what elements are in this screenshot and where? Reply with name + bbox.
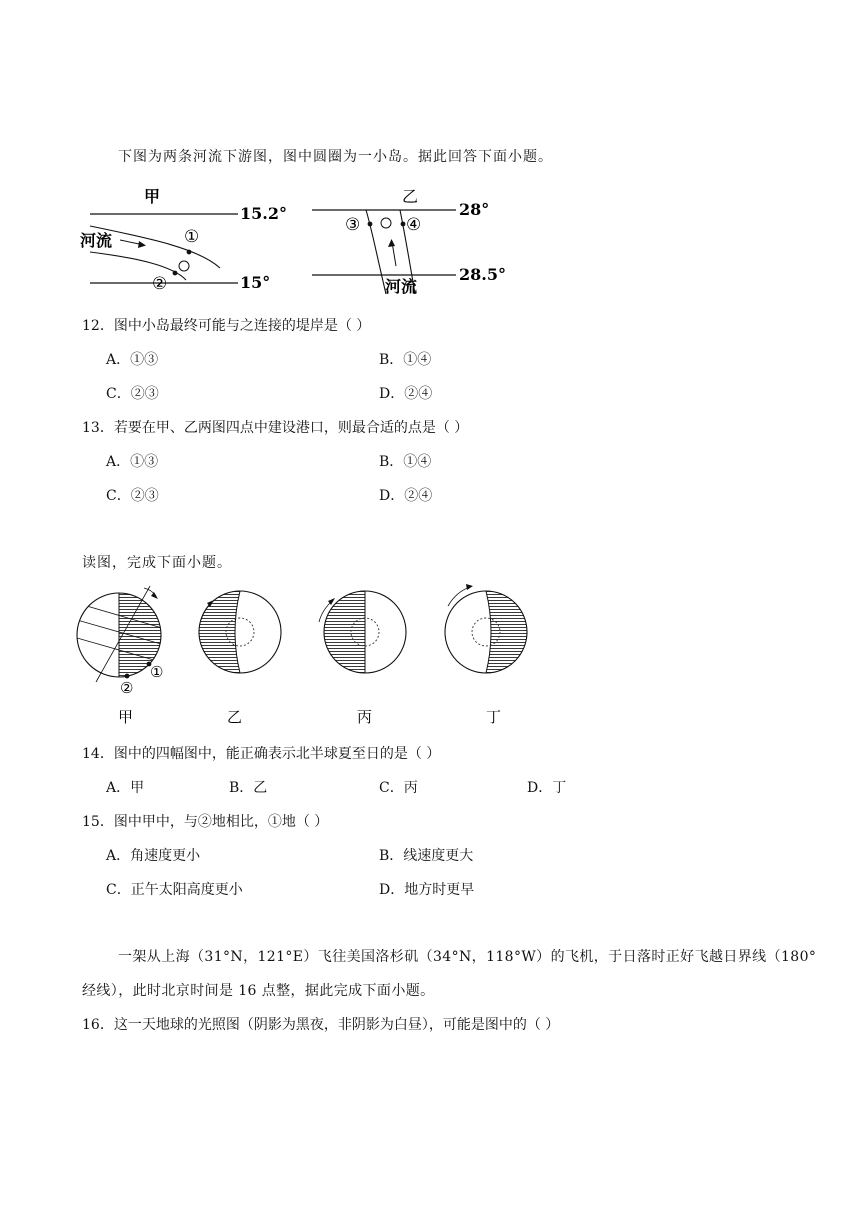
yi-point-3: ③ [345,215,361,235]
jia-river-label: 河流 [80,231,113,250]
globe-label-jia: 甲 [118,708,134,726]
q15-option-a[interactable]: A．角速度更小 [106,848,201,864]
globe-label-yi: 乙 [227,708,243,726]
q15-option-c[interactable]: C．正午太阳高度更小 [106,882,243,898]
globe-yi [199,591,281,673]
q16-stem: 16．这一天地球的光照图（阴影为黑夜，非阴影为白昼），可能是图中的（ ） [82,1017,560,1033]
q12-option-a[interactable]: A．①③ [106,352,159,368]
yi-lat-top: 28° [459,200,490,219]
q15-option-b[interactable]: B．线速度更大 [379,848,474,864]
globe-bing [319,591,406,673]
q12-option-b[interactable]: B．①④ [379,352,432,368]
yi-river-label: 河流 [385,277,418,296]
q15-option-d[interactable]: D．地方时更早 [379,882,475,898]
globe-ding [445,584,527,673]
q13-option-d[interactable]: D．②④ [379,488,433,504]
globe-jia-point-2: ② [120,679,134,697]
yi-lat-bottom: 28.5° [459,265,506,284]
q13-option-c[interactable]: C．②③ [106,488,159,504]
q13-option-b[interactable]: B．①④ [379,454,432,470]
q14-option-a[interactable]: A．甲 [106,780,145,796]
globe-label-bing: 丙 [357,708,373,726]
q14-option-c[interactable]: C．丙 [379,780,418,796]
q14-option-b[interactable]: B．乙 [229,780,268,796]
jia-lat-bottom: 15° [240,273,271,292]
q12-stem: 12．图中小岛最终可能与之连接的堤岸是（ ） [82,318,371,334]
q13-option-a[interactable]: A．①③ [106,454,159,470]
river-diagram-jia [80,187,287,294]
globe-label-ding: 丁 [486,708,502,726]
q14-stem: 14．图中的四幅图中，能正确表示北半球夏至日的是（ ） [82,746,441,762]
jia-point-2: ② [152,274,168,294]
jia-point-1: ① [184,227,200,247]
yi-title: 乙 [402,187,419,206]
q13-stem: 13．若要在甲、乙两图四点中建设港口，则最合适的点是（ ） [82,420,469,436]
section2-intro: 读图，完成下面小题。 [82,555,232,571]
river-diagrams [78,182,508,298]
river-diagram-yi [312,187,506,296]
jia-lat-top: 15.2° [240,204,287,223]
globe-diagrams [70,582,550,730]
globe-jia-point-1: ① [150,663,164,681]
yi-point-4: ④ [406,215,422,235]
q12-option-c[interactable]: C．②③ [106,386,159,402]
jia-title: 甲 [144,187,161,206]
section3-intro-line2: 经线），此时北京时间是 16 点整，据此完成下面小题。 [82,983,435,999]
globe-jia [77,586,163,697]
q15-stem: 15．图中甲中，与②地相比，①地（ ） [82,814,329,830]
q12-option-d[interactable]: D．②④ [379,386,433,402]
section3-intro-line1: 一架从上海（31°N，121°E）飞往美国洛杉矶（34°N，118°W）的飞机，于日落时正好飞越日界线（180° [118,949,817,965]
q14-option-d[interactable]: D．丁 [527,780,567,796]
section1-intro: 下图为两条河流下游图，图中圆圈为一小岛。据此回答下面小题。 [118,149,553,165]
